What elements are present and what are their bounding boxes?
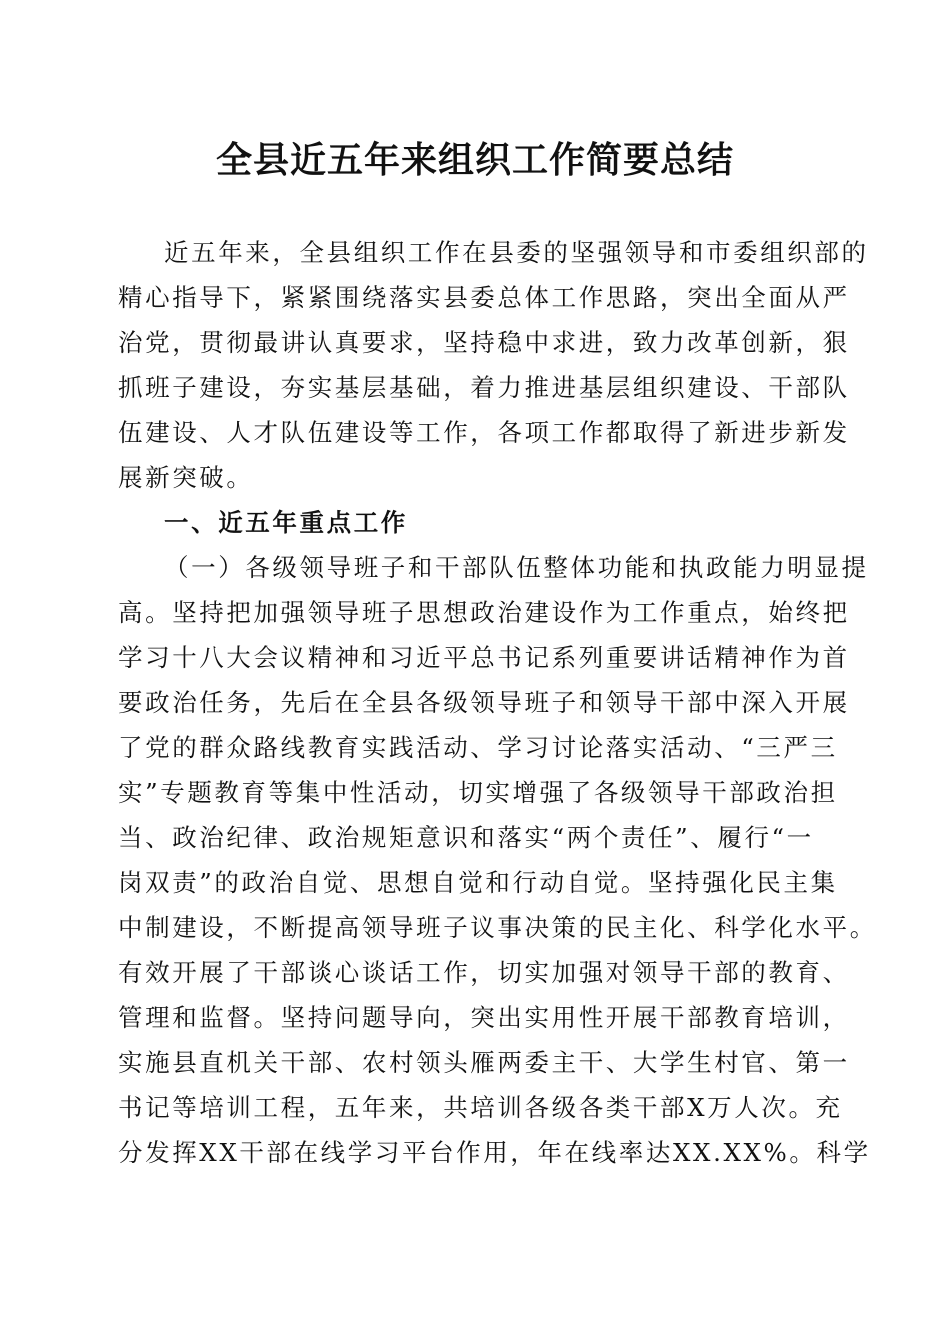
paragraph-line: 有效开展了干部谈心谈话工作，切实加强对领导干部的教育、 (118, 958, 850, 987)
paragraph-line: 学习十八大会议精神和习近平总书记系列重要讲话精神作为首 (118, 643, 850, 672)
paragraph-line: 高。坚持把加强领导班子思想政治建设作为工作重点，始终把 (118, 598, 850, 627)
paragraph-line: 精心指导下，紧紧围绕落实县委总体工作思路，突出全面从严 (118, 283, 850, 312)
paragraph-line: 中制建设，不断提高领导班子议事决策的民主化、科学化水平。 (118, 913, 877, 942)
paragraph-line: 要政治任务，先后在全县各级领导班子和领导干部中深入开展 (118, 688, 850, 717)
paragraph-line: 岗双责”的政治自觉、思想自觉和行动自觉。坚持强化民主集 (118, 868, 838, 897)
paragraph-line: 展新突破。 (118, 463, 254, 492)
paragraph-line: 了党的群众路线教育实践活动、学习讨论落实活动、“三严三 (118, 733, 838, 762)
document-body (118, 230, 877, 1175)
paragraph-line: 管理和监督。坚持问题导向，突出实用性开展干部教育培训， (118, 1003, 850, 1032)
document-title: 全县近五年来组织工作简要总结 (215, 139, 734, 181)
paragraph-line: 实施县直机关干部、农村领头雁两委主干、大学生村官、第一 (118, 1048, 850, 1077)
section-heading: 一、近五年重点工作 (164, 508, 408, 537)
paragraph-line: 伍建设、人才队伍建设等工作，各项工作都取得了新进步新发 (118, 418, 850, 447)
paragraph-line: 近五年来，全县组织工作在县委的坚强领导和市委组织部的 (164, 238, 869, 267)
paragraph-line: 抓班子建设，夯实基层基础，着力推进基层组织建设、干部队 (118, 373, 850, 402)
paragraph-line: 分发挥XX干部在线学习平台作用，年在线率达XX.XX%。科学 (118, 1138, 871, 1167)
paragraph-line: 实”专题教育等集中性活动，切实增强了各级领导干部政治担 (118, 778, 838, 807)
paragraph-line: 书记等培训工程，五年来，共培训各级各类干部X万人次。充 (118, 1093, 843, 1122)
paragraph-line: （一）各级领导班子和干部队伍整体功能和执政能力明显提 (164, 553, 869, 582)
paragraph-line: 当、政治纪律、政治规矩意识和落实“两个责任”、履行“一 (118, 823, 814, 852)
paragraph-line: 治党，贯彻最讲认真要求，坚持稳中求进，致力改革创新，狠 (118, 328, 850, 357)
